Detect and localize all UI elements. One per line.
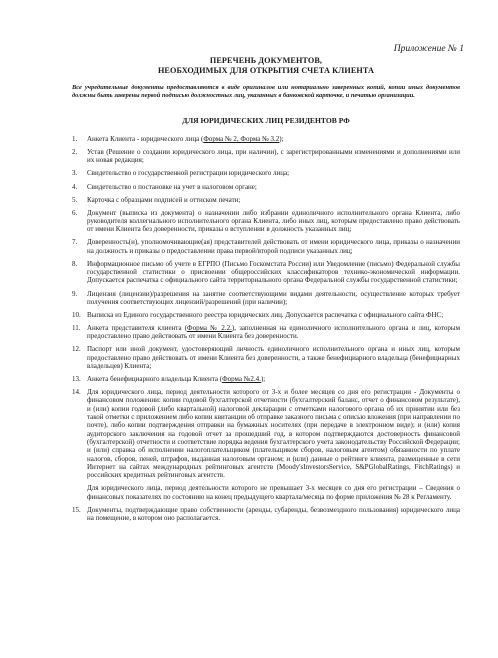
item-text: Документы, подтверждающие право собственности (аренды, субаренды, безвозмездного пользования) юридического лица на помещение, в котором оно располагается. [87, 505, 460, 522]
form-link[interactable]: Форма №2.4. [222, 375, 261, 384]
item-text: Выписка из Единого государственного реестра юридических лиц. Допускается распечатка с официального сайта ФНС; [87, 310, 444, 319]
item-text: Для юридического лица, период деятельности которого от 3-х и более месяцев со дня его регистрации - Документы о финансовом положении: копии годовой бухгалтерской отчетности (бухгалтерский баланс, отчет о финансовом результате), и (или) копии годовой (либо квартальной) налоговой декларации с отметками налогового органа об их принятии или без такой отметки с приложением либо копии квитанции об отправке заказного письма с описью вложения (при направлении по почте), либо копии подтверждения отправки на бумажных носителях (при передаче в электронном виде); и (или) копия аудиторского заключения на годовой отчет за прошедший год, в котором подтверждаются достоверность финансовой (бухгалтерской) отчетности и соответствие порядка ведения бухгалтерского учета законодательству Российской Федерации; и (или) справка об исполнении налогоплательщиком (плательщиком сборов, налоговым агентом) обязанности по уплате налогов, сборов, пеней, штрафов, выданная налоговым органом; и (или) данные о рейтинге клиента, размещенные в сети Интернет на сайтах международных рейтинговых агентств (Moody'sInvestorsService, S&PGlobalRatings, FitchRatings) и российских кредитных рейтинговых агентств. [87, 388, 460, 480]
item-number: 11. [72, 324, 81, 333]
document-list-continued [72, 506, 460, 523]
list-item [72, 345, 460, 370]
item-text: Анкета Клиента - юридического лица (Форма № 2, Форма № 3.2); [87, 135, 284, 143]
form-link[interactable]: Форма № 2.2. [187, 324, 232, 333]
list-item [72, 183, 460, 191]
item-number: 15. [72, 505, 81, 514]
list-item [72, 506, 460, 523]
item-number: 9. [72, 289, 78, 298]
note-paragraph: Для юридического лица, период деятельности которого не превышает 3-х месяцев со дня его регистрации – Сведения о финансовых показателях по состоянию на конец предыдущего квартала/месяца по форме приложения № 28 к Регламенту. [87, 484, 460, 501]
item-number: 5. [72, 195, 78, 204]
item-number: 8. [72, 259, 78, 268]
list-item [72, 238, 460, 255]
item-text: Устав (Решение о создании юридического лица, при наличии), с зарегистрированными изменениями и дополнениями или их новая редакция; [87, 148, 460, 165]
list-item [72, 209, 460, 234]
item-number: 12. [72, 345, 81, 354]
title-line-2: НЕОБХОДИМЫХ ДЛЯ ОТКРЫТИЯ СЧЕТА КЛИЕНТА [157, 66, 375, 75]
item-number: 3. [72, 169, 78, 178]
intro-paragraph: Все учредительные документы предоставляются в виде оригиналов или нотариально заверенных копий, копии иных документов должны быть заверены первой подписью должностных лиц, указанных в банковской карточке, и печатью организации. [72, 84, 460, 99]
item-text: Доверенность(и), уполномочивающие(ая) представителей действовать от имени юридического лица, приказы о назначении на должность и приказы о предоставлении права первой/второй подписи указанных лиц; [87, 238, 460, 255]
document-title [72, 56, 460, 76]
list-item [72, 196, 460, 204]
item-text: Лицензия (лицензии)/разрешения на занятие соответствующими видами деятельности, осуществление которых требует получения соответствующих лицензий/разрешений (при наличии); [87, 289, 460, 306]
list-item [72, 135, 460, 143]
list-item [72, 148, 460, 165]
item-number: 4. [72, 182, 78, 191]
list-item [72, 311, 460, 319]
list-item [72, 169, 460, 177]
form-link[interactable]: Форма № 2, Форма № 3.2 [203, 135, 280, 143]
item-text: Анкета представителя клиента (Форма № 2.2.), заполненная на единоличного исполнительного органа и лиц, которым предоставлено право действовать от имени Клиента без доверенности. [87, 324, 460, 341]
item-number: 7. [72, 238, 78, 247]
title-line-1: ПЕРЕЧЕНЬ ДОКУМЕНТОВ, [209, 56, 323, 65]
item-text: Паспорт или иной документ, удостоверяющий личность единоличного исполнительного органа и иных лиц, которым предоставлено право действовать от имени Клиента без доверенности, а также бенефициарного владельца (бенефициарных владельцев) Клиента; [87, 345, 460, 370]
item-number: 14. [72, 388, 81, 397]
list-item [72, 375, 460, 383]
section-title: ДЛЯ ЮРИДИЧЕСКИХ ЛИЦ РЕЗИДЕНТОВ РФ [182, 116, 350, 125]
list-item [72, 290, 460, 307]
document-list [72, 135, 460, 479]
item-number: 1. [72, 135, 78, 143]
item-text: Свидетельство о постановке на учет в налоговом органе; [87, 182, 257, 191]
item-number: 6. [72, 208, 78, 217]
item-text: Информационное письмо об учете в ЕГРПО (Письмо Госкомстата России) или Уведомление (письмо) Федеральной службы государственной статистики о присвоении общероссийских классификаторов технико-экономической информации. Допускается распечатка с официального сайта территориального органа Федеральной службы государственной статистики; [87, 259, 460, 285]
list-item [72, 324, 460, 341]
item-number: 13. [72, 375, 81, 384]
list-item [72, 388, 460, 479]
item-number: 2. [72, 148, 78, 157]
item-text: Свидетельство о государственной регистрации юридического лица; [87, 169, 290, 178]
item-text: Анкета бенефициарного владельца Клиента (Форма №2.4.); [87, 375, 266, 384]
appendix-label: Приложение № 1 [393, 44, 464, 54]
item-text: Документ (выписка из документа) о назначении либо избрании единоличного исполнительного органа Клиента, либо руководителя коллегиального исполнительного органа Клиента, либо иных лиц, которым предоставлено право действовать от имени Клиента без доверенности, приказы о вступлении в должность указанных лиц; [87, 208, 460, 234]
item-number: 10. [72, 310, 81, 319]
list-item [72, 260, 460, 285]
item-text: Карточка с образцами подписей и оттиском печати; [87, 195, 241, 204]
